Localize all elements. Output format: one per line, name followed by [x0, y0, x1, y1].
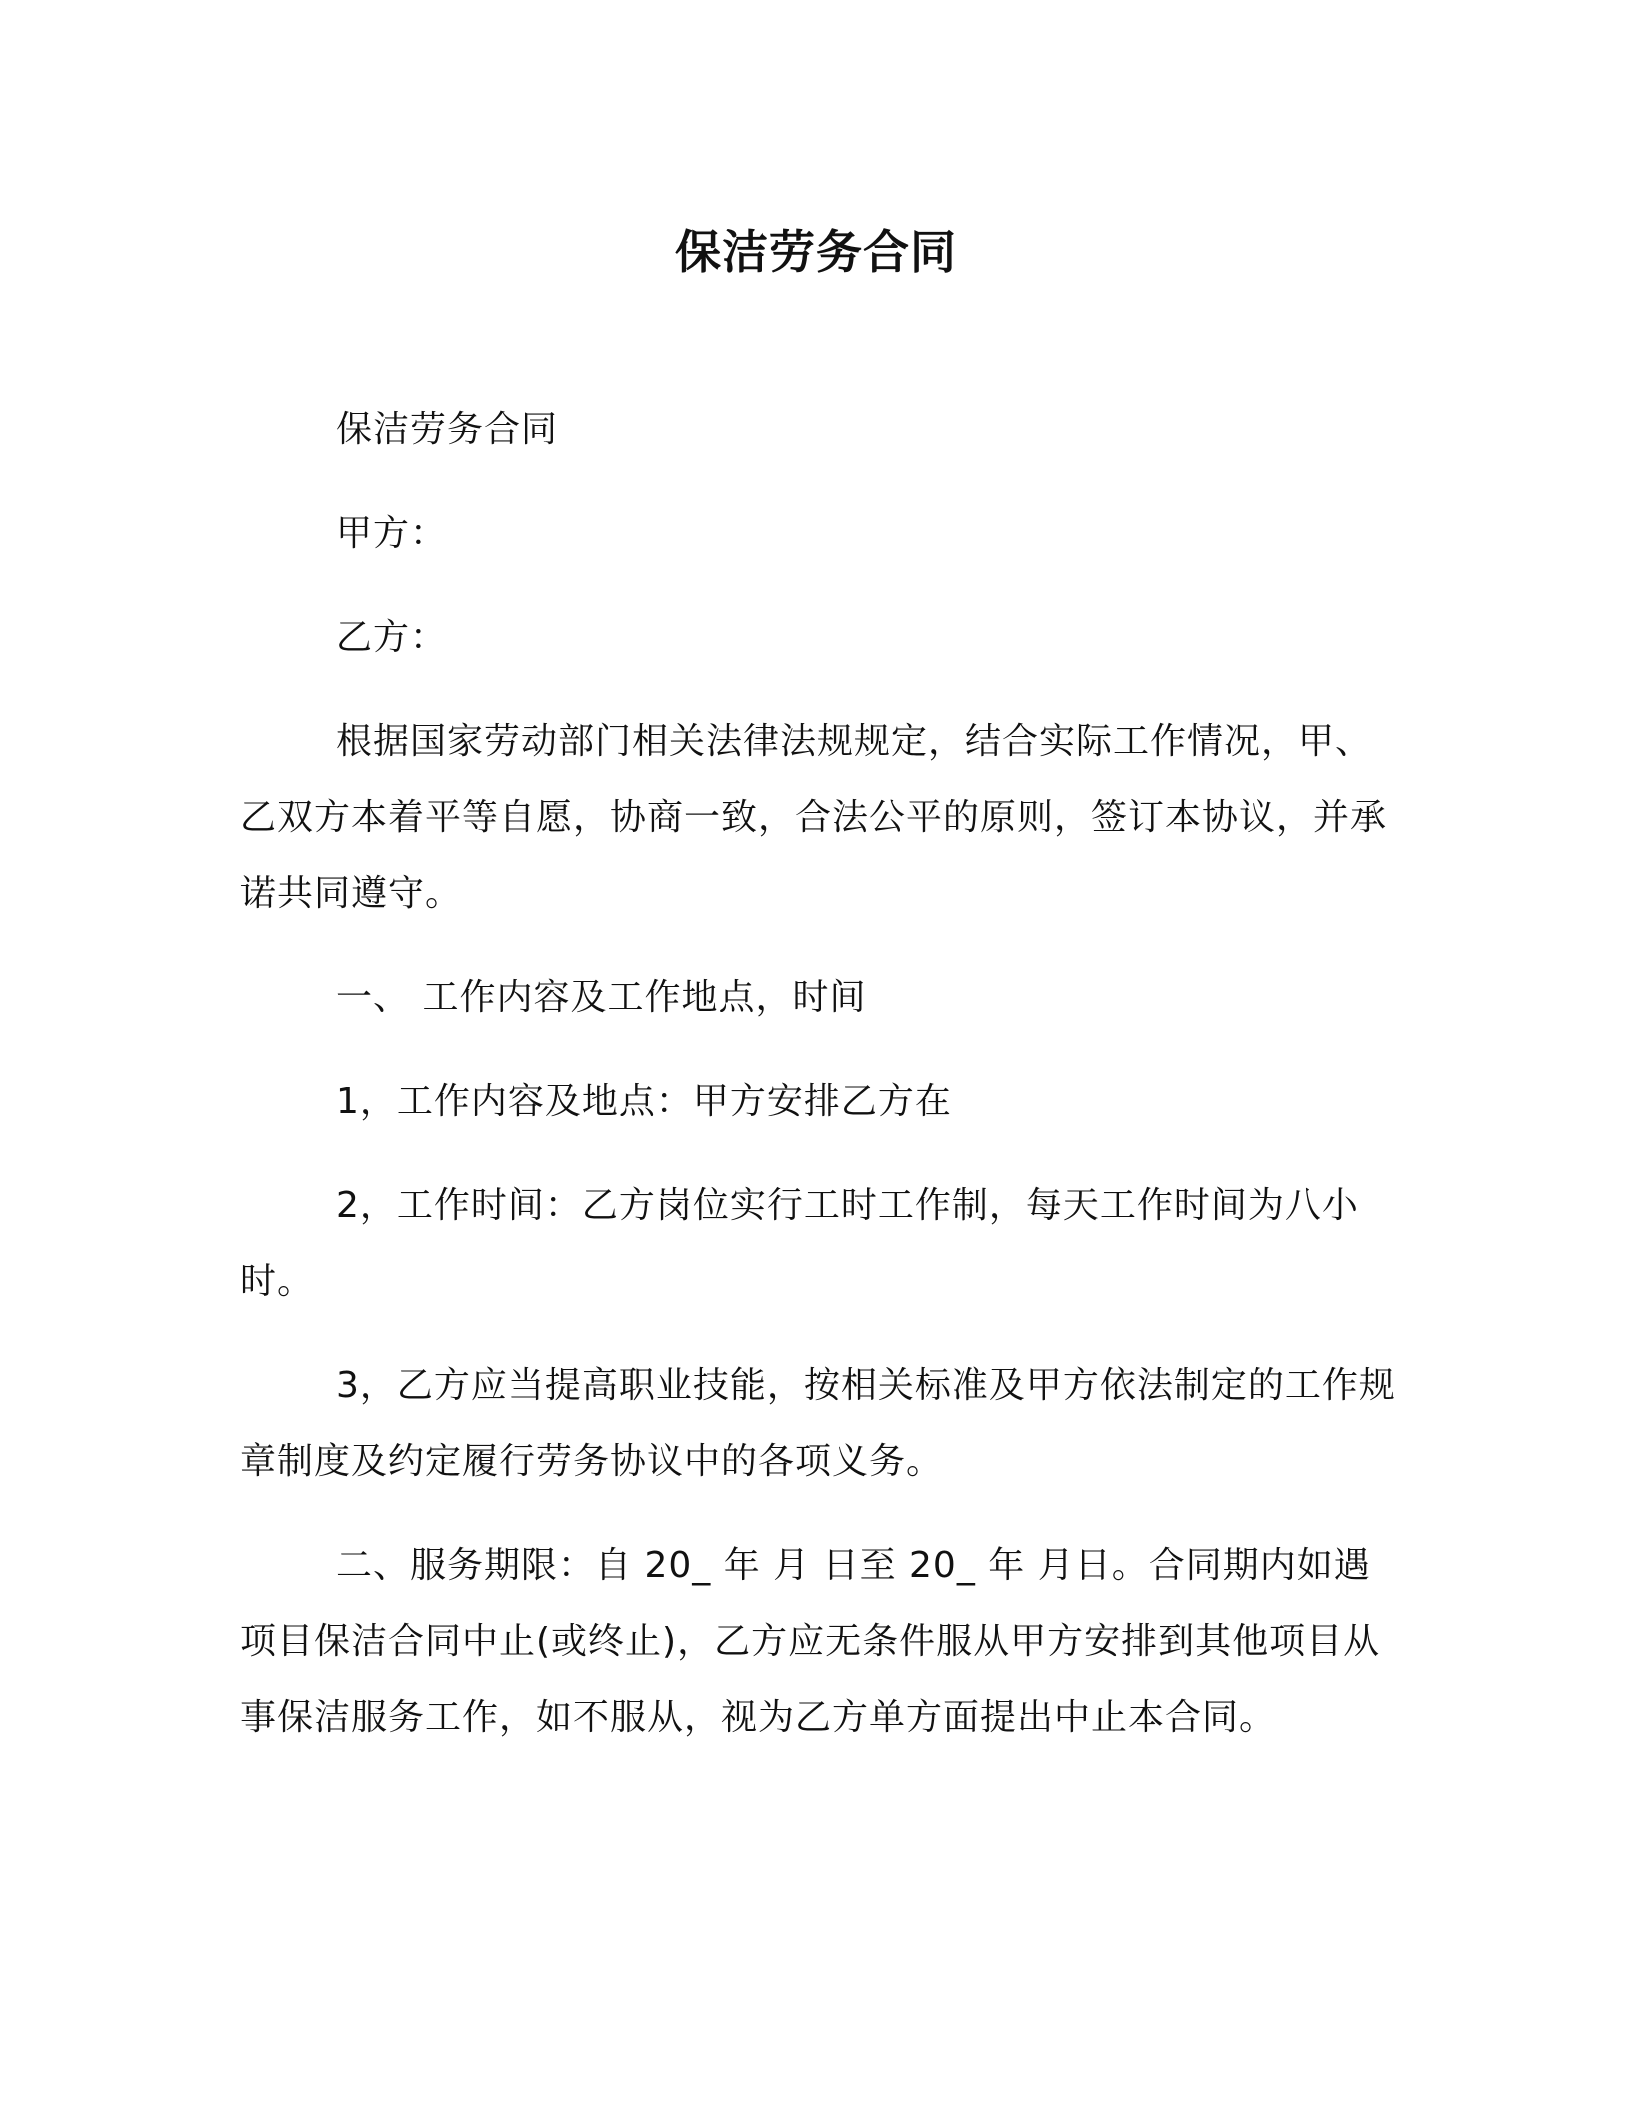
section-service-term: 二、服务期限：自 20_ 年 月 日至 20_ 年 月日。合同期内如遇项目保洁合同中止(或终止)，乙方应无条件服从甲方安排到其他项目从事保洁服务工作，如不服从，视为乙方单方面提出中止本合同。: [240, 1545, 1381, 1738]
clause-1-work-location: 1，工作内容及地点：甲方安排乙方在: [336, 1081, 952, 1122]
document-title: 保洁劳务合同: [675, 225, 957, 279]
paragraph-party-b: 乙方：: [336, 617, 448, 658]
section-heading-work-content: 一、 工作内容及工作地点，时间: [336, 977, 867, 1018]
paragraph-contract-name: 保洁劳务合同: [336, 409, 559, 450]
document-body: [240, 392, 1400, 1784]
clause-3-skills-duties: 3，乙方应当提高职业技能，按相关标准及甲方依法制定的工作规章制度及约定履行劳务协议中的各项义务。: [240, 1365, 1396, 1482]
clause-2-work-hours: 2，工作时间：乙方岗位实行工时工作制，每天工作时间为八小时。: [240, 1185, 1359, 1302]
paragraph-party-a: 甲方：: [336, 513, 448, 554]
paragraph-preamble: 根据国家劳动部门相关法律法规规定，结合实际工作情况，甲、乙双方本着平等自愿，协商一致，合法公平的原则，签订本协议，并承诺共同遵守。: [240, 721, 1388, 914]
